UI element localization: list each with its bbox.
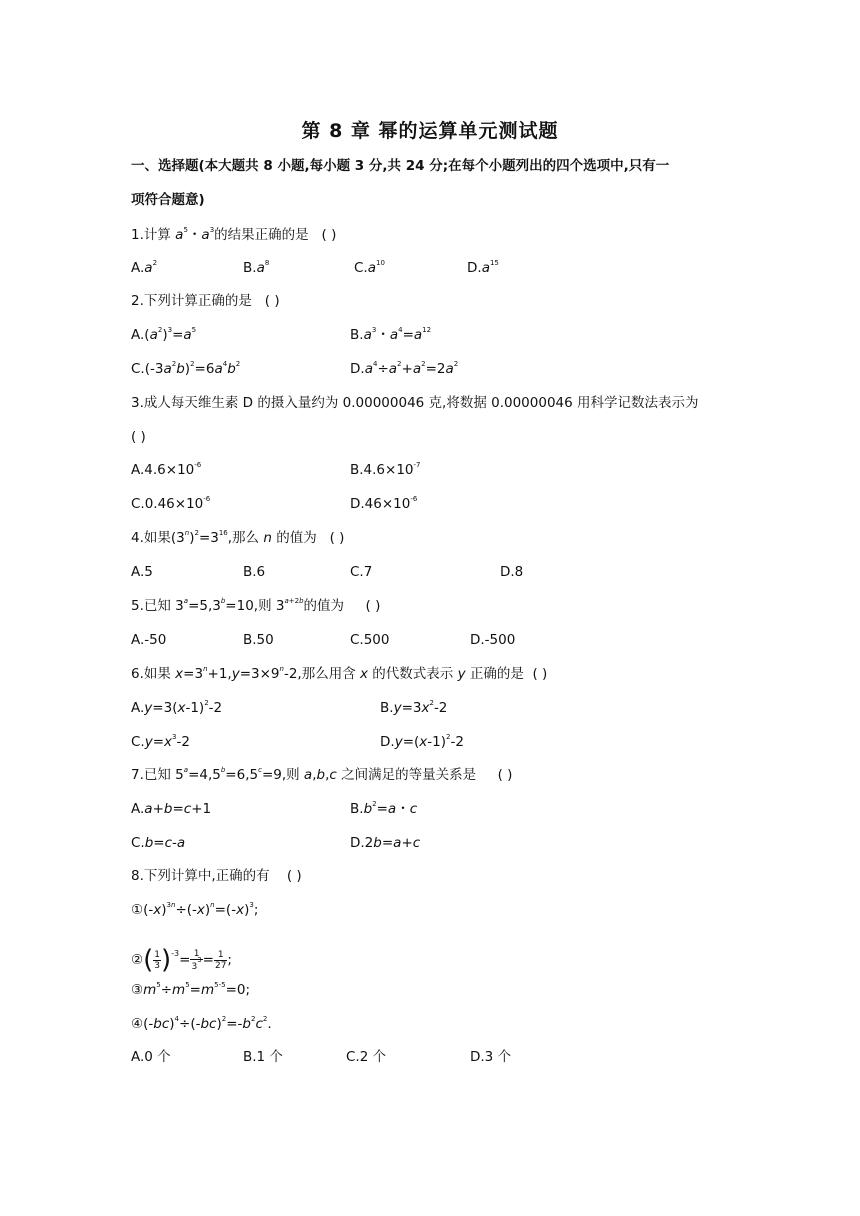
q3-option-a[interactable]: $A.4.6\times 10^{-6}$	[131, 461, 202, 478]
question-3: 3.成人每天维生素 D 的摄入量约为 0.00000046 克,将数据 0.00000046 用科学记数法表示为	[131, 395, 699, 411]
q8-statement-1: $①(-x)^{3n}\div(-x)^n=(-x)^3$;	[131, 901, 259, 918]
q4-option-c[interactable]: C.7	[350, 564, 373, 580]
q8-statement-2: ②( $\frac{1}{3}$ )$^{-3}$= $\frac{1}{3^3}$ = $\frac{1}{27}$ ;	[131, 945, 232, 975]
q7-option-c[interactable]: C.b=c-a	[131, 835, 186, 851]
q2-option-c[interactable]: $C.(-3a^2b)^2=6a^4b^2$	[131, 360, 241, 377]
q8-option-b[interactable]: B.1 个	[243, 1049, 283, 1065]
q4-option-d[interactable]: D.8	[500, 564, 524, 580]
question-1: 1.计算 $a^5$・$a^3$的结果正确的是 ( )	[131, 226, 337, 243]
q4-option-a[interactable]: A.5	[131, 564, 153, 580]
q3-option-d[interactable]: $D.46\times 10^{-6}$	[350, 495, 418, 512]
q5-option-b[interactable]: B.50	[243, 632, 274, 648]
q6-option-d[interactable]: $D.y=(x-1)^2-2$	[380, 733, 464, 750]
q3-option-c[interactable]: $C.0.46\times 10^{-6}$	[131, 495, 211, 512]
q7-option-d[interactable]: D.2b=a+c	[350, 835, 421, 851]
q8-statement-4: $④(-bc)^4\div(-bc)^2=-b^2c^2$.	[131, 1015, 272, 1032]
question-4: 4.如果$(3^n)^2=3^{16}$,那么 n 的值为 ( )	[131, 529, 345, 546]
q6-option-c[interactable]: $C.y=x^3-2$	[131, 733, 190, 750]
q1-option-b[interactable]: $B.a^8$	[243, 259, 270, 276]
q7-option-a[interactable]: A.a+b=c+1	[131, 801, 212, 817]
question-2: 2.下列计算正确的是 ( )	[131, 293, 280, 309]
question-8: 8.下列计算中,正确的有 ( )	[131, 868, 302, 884]
q6-option-a[interactable]: $A.y=3(x-1)^2-2$	[131, 699, 223, 716]
q8-statement-3: $③m^5\div m^5=m^{5-5}=0$;	[131, 981, 251, 998]
q4-option-b[interactable]: B.6	[243, 564, 266, 580]
section-heading: 一、选择题(本大题共 8 小题,每小题 3 分,共 24 分;在每个小题列出的四个选项中,只有一	[131, 158, 670, 174]
question-3-paren: ( )	[131, 429, 146, 445]
section-heading-cont: 项符合题意)	[131, 192, 205, 208]
q5-option-d[interactable]: D.-500	[470, 632, 516, 648]
q1-option-a[interactable]: $A.a^2$	[131, 259, 158, 276]
question-5: 5.已知 $3^a=5,3^b=10$,则 $3^{a+2b}$的值为 ( )	[131, 597, 381, 614]
q2-option-a[interactable]: $A.(a^2)^3=a^5$	[131, 326, 197, 343]
q6-option-b[interactable]: $B.y=3x^2-2$	[380, 699, 448, 716]
q5-option-a[interactable]: A.-50	[131, 632, 167, 648]
question-7: 7.已知 $5^a=4,5^b=6,5^c=9$,则 a,b,c 之间满足的等量关系是 ( )	[131, 766, 513, 783]
q2-option-b[interactable]: $B.a^3$・$a^4=a^{12}$	[350, 326, 432, 343]
q8-option-a[interactable]: A.0 个	[131, 1049, 171, 1065]
q5-option-c[interactable]: C.500	[350, 632, 390, 648]
page-title: 第 8 章 幂的运算单元测试题	[301, 120, 559, 142]
question-6: 6.如果 $x=3^n+1,y=3\times 9^n-2$,那么用含 x 的代数式表示 y 正确的是 ( )	[131, 665, 548, 682]
q3-option-b[interactable]: $B.4.6\times 10^{-7}$	[350, 461, 421, 478]
q1-option-c[interactable]: $C.a^{10}$	[354, 259, 385, 276]
q7-option-b[interactable]: $B.b^2=a$・c	[350, 800, 418, 817]
q2-option-d[interactable]: $D.a^4\div a^2+a^2=2a^2$	[350, 360, 459, 377]
q1-option-d[interactable]: $D.a^{15}$	[467, 259, 499, 276]
q8-option-c[interactable]: C.2 个	[346, 1049, 387, 1065]
q8-option-d[interactable]: D.3 个	[470, 1049, 512, 1065]
